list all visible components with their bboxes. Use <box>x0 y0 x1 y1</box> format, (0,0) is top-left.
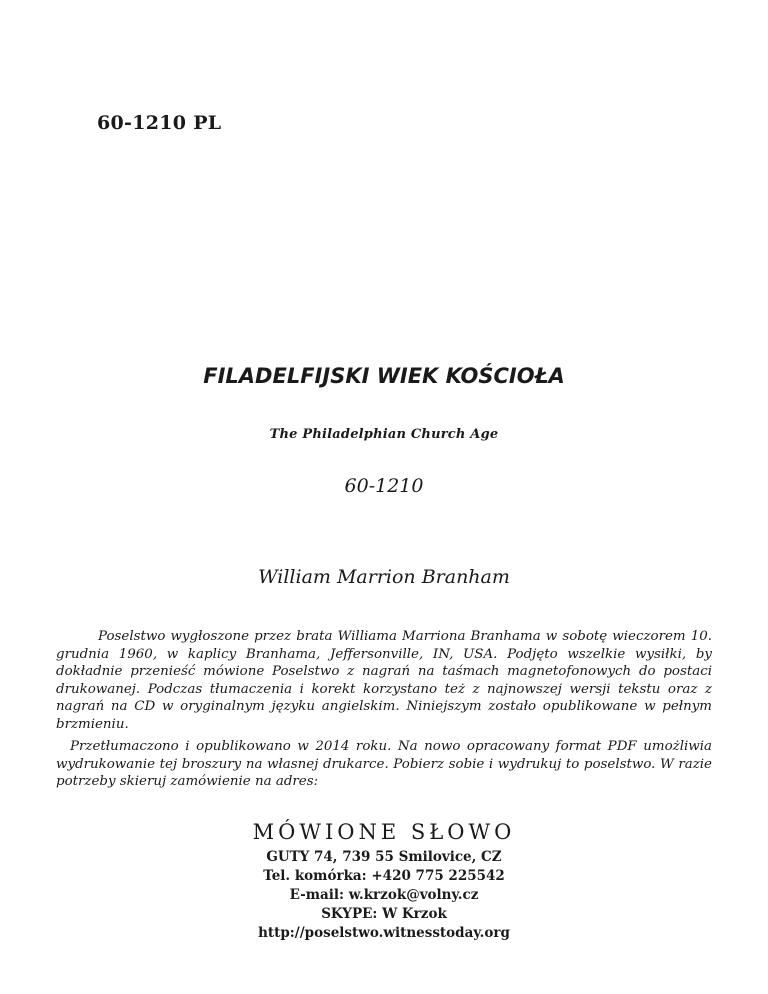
publisher-website: http://poselstwo.witnesstoday.org <box>258 925 510 941</box>
english-subtitle: The Philadelphian Church Age <box>269 427 499 442</box>
publisher-address: GUTY 74, 739 55 Smilovice, CZ <box>266 849 502 865</box>
document-code: 60-1210 PL <box>97 112 222 134</box>
intro-paragraph: Poselstwo wygłoszone przez brata Williama Marriona Branhama w sobotę wieczorem 10. grudnia 1960, w kaplicy Branhama, Jeffersonville, IN, USA. Podjęto wszelkie wysiłki, by dokładnie przenieść mówione Poselstwo z nagrań na taśmach magnetofonowych do postaci drukowanej. Podczas tłumaczenia i korekt korzystano też z najnowszej wersji tekstu oraz z nagrań na CD w oryginalnym języku angielskim. Niniejszym zostało opublikowane w pełnym brzmieniu. <box>56 629 712 732</box>
page-title: FILADELFIJSKI WIEK KOŚCIOŁA <box>203 364 565 388</box>
publisher-phone: Tel. komórka: +420 775 225542 <box>263 868 505 884</box>
publisher-email: E-mail: w.krzok@volny.cz <box>289 887 479 903</box>
publication-paragraph: Przetłumaczono i opublikowano w 2014 roku. Na nowo opracowany format PDF umożliwia wydrukowanie tej broszury na własnej drukarce. Pobierz sobie i wydrukuj to poselstwo. W razie potrzeby skieruj zamówienie na adres: <box>56 739 712 790</box>
publisher-contact <box>0 848 768 943</box>
author-name: William Marrion Branham <box>258 566 510 588</box>
sermon-number: 60-1210 <box>344 475 424 497</box>
publisher-skype: SKYPE: W Krzok <box>321 906 447 922</box>
publisher-name: MÓWIONE SŁOWO <box>252 820 516 844</box>
